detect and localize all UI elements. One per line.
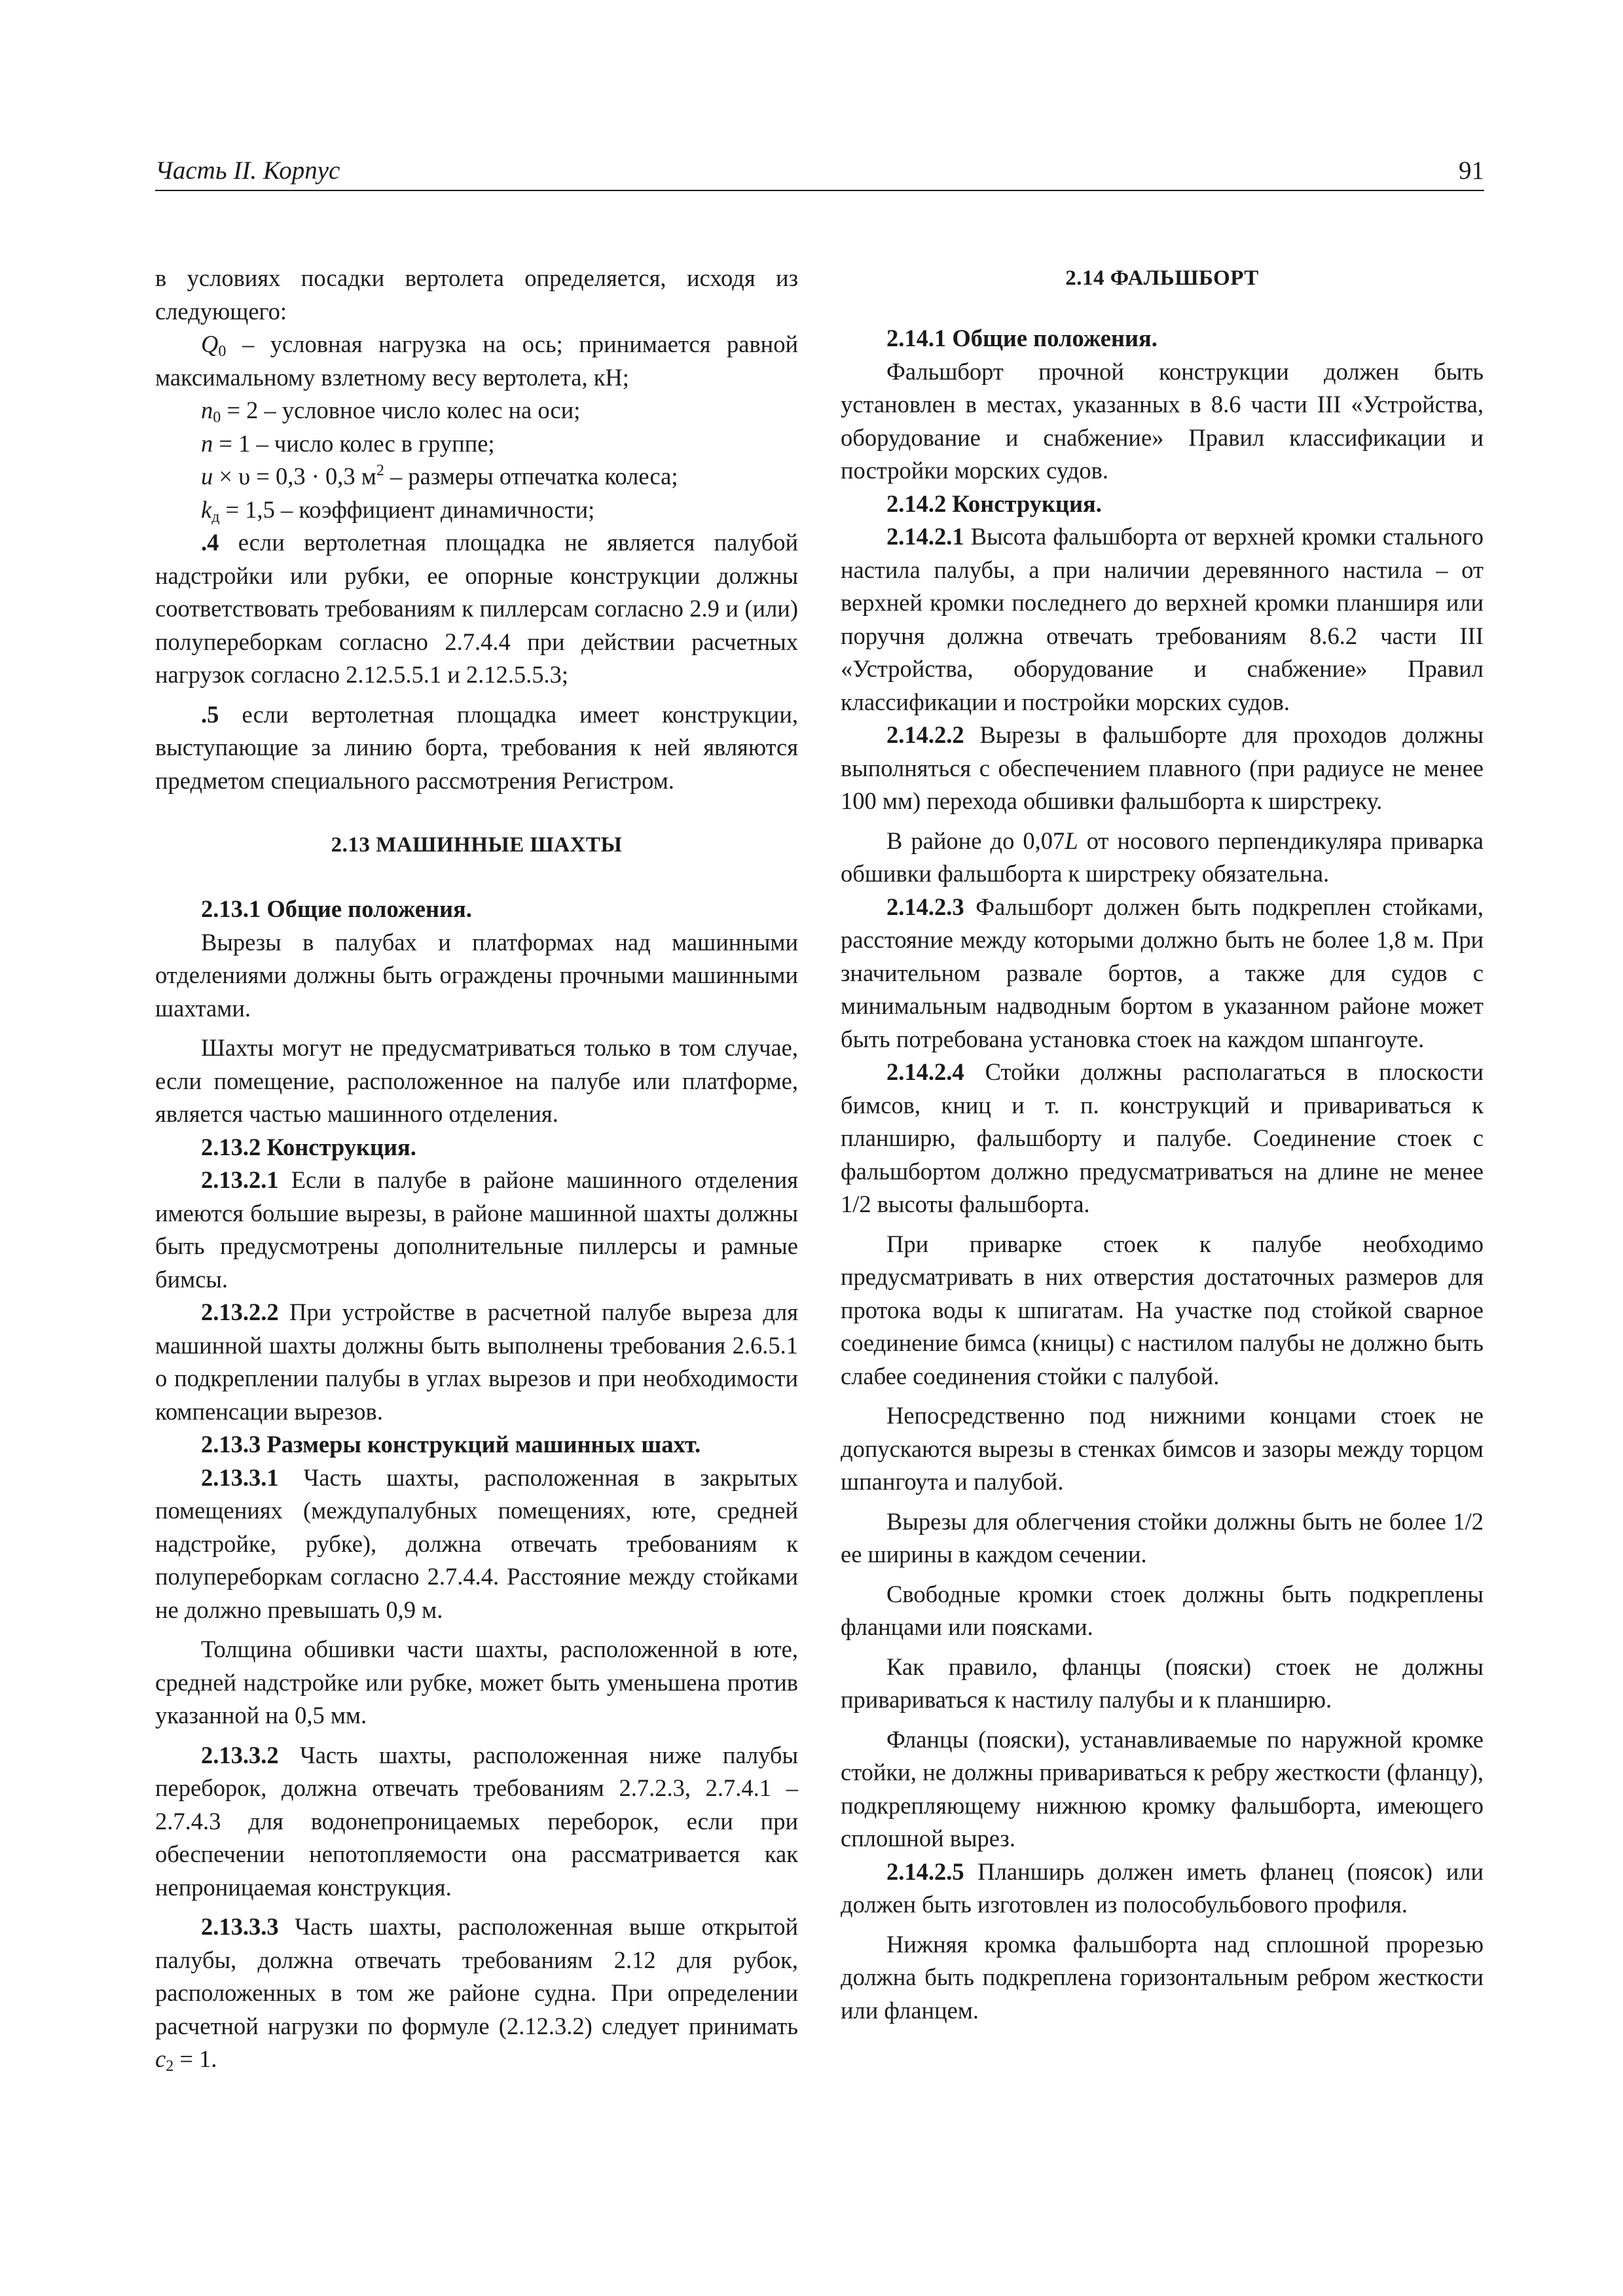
- section-heading-2-13: 2.13 МАШИННЫЕ ШАХТЫ: [331, 833, 623, 857]
- item-number: .4: [201, 529, 219, 556]
- heading-text: 2.13.3 Размеры конструкций машинных шахт.: [201, 1431, 701, 1458]
- clause-text: Часть шахты, расположенная ниже палубы переборок, должна отвечать требованиям 2.7.2.3, 2.7.4.1 – 2.7.4.3 для водонепроницаемых переборок, если при обеспечении непотопляемости она рассматривается как непроницаемая конструкция.: [155, 1741, 798, 1901]
- definition-kd: [155, 493, 798, 527]
- clause-text: Фальшборт должен быть подкреплен стойками, расстояние между которыми должно быть не более 1,8 м. При значительном развале бортов, а также для судов с минимальным надводным бортом в указанном районе может быть потребована установка стоек на каждом шпангоуте.: [841, 893, 1484, 1052]
- paragraph: Фальшборт прочной конструкции должен быть установлен в местах, указанных в 8.6 части III «Устройства, оборудование и снабжение» Правил классификации и постройки морских судов.: [841, 357, 1484, 484]
- symbol: L: [1065, 827, 1078, 854]
- list-item-4: [155, 526, 798, 692]
- clause-number: 2.13.3.2: [201, 1741, 279, 1768]
- heading-text: 2.13.2 Конструкция.: [201, 1133, 416, 1160]
- symbol: n: [201, 429, 213, 457]
- clause-2-14-2-3: [841, 891, 1484, 1056]
- subscript: 0: [213, 409, 221, 426]
- heading-text: 2.14.2 Конструкция.: [886, 490, 1102, 517]
- clause-text: Стойки должны располагаться в плоскости бимсов, книц и т. п. конструкций и привариваться к планширю, фальшборту и палубе. Соединение стоек с фальшбортом должно предусматриваться на длине не менее 1/2 высоты фальшборта.: [841, 1058, 1484, 1217]
- subsection-heading-2-14-2: [841, 488, 1484, 521]
- paragraph: Фланцы (пояски), устанавливаемые по наружной кромке стойки, не должны привариваться к ребру жесткости (фланцу), подкрепляющему нижнюю кромку фальшборта, имеющего сплошной вырез.: [841, 1725, 1484, 1852]
- clause-text: При устройстве в расчетной палубе выреза для машинной шахты должны быть выполнены требования 2.6.5.1 о подкреплении палубы в углах вырезов и при необходимости компенсации вырезов.: [155, 1299, 798, 1425]
- clause-2-14-2-4: [841, 1056, 1484, 1221]
- clause-text: Если в палубе в районе машинного отделения имеются большие вырезы, в районе машинной шахты должны быть предусмотрены дополнительные пиллерсы и рамные бимсы.: [155, 1166, 798, 1293]
- clause-2-14-2-1: [841, 520, 1484, 719]
- subsection-heading-2-13-2: [155, 1131, 798, 1164]
- definition-n: [155, 427, 798, 461]
- definition-text: = 1 – число колес в группе;: [213, 429, 495, 457]
- subsection-heading-2-13-3: [155, 1428, 798, 1462]
- symbol: n: [201, 397, 213, 423]
- clause-number: 2.13.2.1: [201, 1166, 279, 1193]
- clause-text: Часть шахты, расположенная выше открытой палубы, должна отвечать требованиям 2.12 для рубок, расположенных в том же районе судна. При определении расчетной нагрузки по формуле (2.12.3.2) следует принимать: [155, 1913, 798, 2039]
- symbol: Q: [201, 331, 219, 357]
- right-column: [841, 262, 1484, 2027]
- heading-text: 2.13.1 Общие положения.: [201, 895, 472, 922]
- page-number: 91: [1459, 156, 1484, 185]
- clause-text: Планширь должен иметь фланец (поясок) или должен быть изготовлен из полособульбового профиля.: [841, 1857, 1484, 1918]
- item-text: если вертолетная площадка не является палубой надстройки или рубки, ее опорные конструкции должны соответствовать требованиям к пиллерсам согласно 2.9 и (или) полупереборкам согласно 2.7.4.4 при действии расчетных нагрузок согласно 2.12.5.5.1 и 2.12.5.5.3;: [155, 529, 798, 688]
- clause-text: Часть шахты, расположенная в закрытых помещениях (междупалубных помещениях, юте, средней надстройке, рубке), должна отвечать требованиям к полупереборкам согласно 2.7.4.4. Расстояние между стойками не должно превышать 0,9 м.: [155, 1463, 798, 1623]
- symbol: k: [201, 495, 212, 523]
- definition-uv: [155, 460, 798, 493]
- paragraph: Вырезы в палубах и платформах над машинными отделениями должны быть ограждены прочными машинными шахтами.: [155, 928, 798, 1022]
- paragraph: Как правило, фланцы (пояски) стоек не должны привариваться к настилу палубы и к планширю.: [841, 1653, 1484, 1713]
- list-item-5: [155, 698, 798, 798]
- clause-number: 2.13.2.2: [201, 1299, 279, 1325]
- paragraph: в условиях посадки вертолета определяется, исходя из следующего:: [155, 264, 798, 325]
- clause-2-13-3-3: [155, 1910, 798, 2076]
- formula-text: × υ = 0,3 · 0,3 м: [213, 463, 376, 490]
- clause-text: Вырезы в фальшборте для проходов должны выполняться с обеспечением плавного (при радиусе не менее 100 мм) перехода обшивки фальшборта к ширстреку.: [841, 721, 1484, 814]
- definition-n0: [155, 394, 798, 427]
- clause-2-14-2-5: [841, 1856, 1484, 1922]
- paragraph: Нижняя кромка фальшборта над сплошной прорезью должна быть подкреплена горизонтальным ребром жесткости или фланцем.: [841, 1930, 1484, 2024]
- symbol: u: [201, 463, 213, 490]
- subscript: д: [211, 508, 220, 526]
- clause-2-13-2-1: [155, 1164, 798, 1296]
- definition-text: – размеры отпечатка колеса;: [384, 463, 678, 490]
- paragraph: Свободные кромки стоек должны быть подкреплены фланцами или поясками.: [841, 1580, 1484, 1640]
- definition-q0: [155, 328, 798, 394]
- clause-2-13-3-2: [155, 1739, 798, 1905]
- subsection-heading-2-14-1: [841, 322, 1484, 355]
- definition-text: = 1,5 – коэффициент динамичности;: [219, 495, 595, 523]
- clause-text: Высота фальшборта от верхней кромки стального настила палубы, а при наличии деревянного настила – от верхней кромки последнего до верхней кромки планширя или поручня должна отвечать требованиям 8.6.2 части III «Устройства, оборудование и снабжение» Правил классификации и постройки морских судов.: [841, 523, 1484, 715]
- definition-text: – условная нагрузка на ось; принимается равной максимальному взлетному весу вертолета, кН;: [155, 331, 798, 391]
- running-title: Часть II. Корпус: [155, 156, 340, 185]
- clause-number: 2.13.3.3: [201, 1913, 279, 1940]
- definition-text: = 2 – условное число колес на оси;: [221, 397, 581, 423]
- paragraph: Вырезы для облегчения стойки должны быть не более 1/2 ее ширины в каждом сечении.: [841, 1507, 1484, 1568]
- paragraph: Толщина обшивки части шахты, расположенной в юте, средней надстройке или рубке, может быть уменьшена против указанной на 0,5 мм.: [155, 1636, 798, 1729]
- paragraph: При приварке стоек к палубе необходимо предусматривать в них отверстия достаточных размеров для протока воды к шпигатам. На участке под стойкой сварное соединение бимса (кницы) с настилом палубы не должно быть слабее соединения стойки с палубой.: [841, 1230, 1484, 1390]
- clause-2-14-2-2: [841, 719, 1484, 818]
- paragraph-text: В районе до 0,07: [886, 827, 1065, 854]
- paragraph-text: от носового перпендикуляра приварка обшивки фальшборта к ширстреку обязательна.: [841, 827, 1484, 887]
- heading-text: 2.14.1 Общие положения.: [886, 325, 1158, 351]
- subscript: 2: [166, 2058, 174, 2075]
- clause-number: 2.14.2.2: [886, 721, 964, 748]
- item-text: если вертолетная площадка имеет конструкции, выступающие за линию борта, требования к ней являются предметом специального рассмотрения Регистром.: [155, 700, 798, 794]
- superscript: 2: [376, 462, 384, 479]
- clause-2-13-3-1: [155, 1462, 798, 1627]
- clause-number: 2.14.2.5: [886, 1857, 964, 1885]
- clause-number: 2.13.3.1: [201, 1463, 279, 1491]
- clause-number: 2.14.2.1: [886, 523, 964, 550]
- clause-text-end: = 1.: [173, 2045, 217, 2072]
- paragraph: Шахты могут не предусматриваться только в том случае, если помещение, расположенное на палубе или платформе, является частью машинного отделения.: [155, 1034, 798, 1127]
- symbol: c: [155, 2045, 166, 2072]
- paragraph: [841, 825, 1484, 891]
- left-column: [155, 262, 798, 2076]
- item-number: .5: [201, 700, 219, 728]
- subsection-heading-2-13-1: [155, 893, 798, 926]
- clause-number: 2.14.2.3: [886, 893, 964, 920]
- clause-2-13-2-2: [155, 1296, 798, 1428]
- paragraph: Непосредственно под нижними концами стоек не допускаются вырезы в стенках бимсов и зазоры между торцом шпангоута и палубой.: [841, 1402, 1484, 1495]
- page-header: [155, 149, 1484, 191]
- clause-number: 2.14.2.4: [886, 1058, 964, 1085]
- section-heading-2-14: 2.14 ФАЛЬШБОРТ: [1065, 266, 1259, 290]
- subscript: 0: [218, 343, 227, 360]
